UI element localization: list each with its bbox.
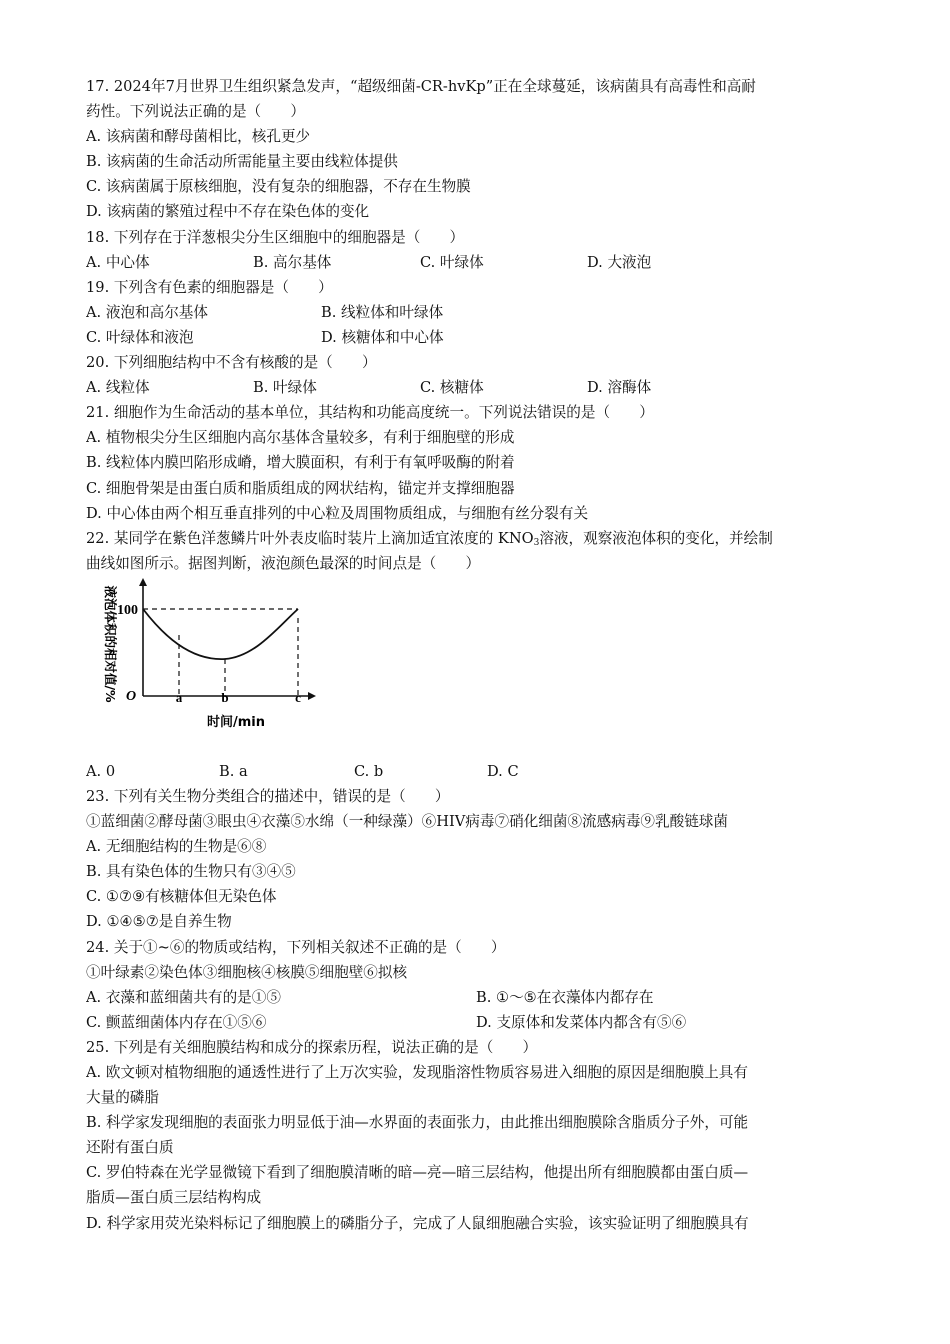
- q18-options: [86, 250, 876, 275]
- q17-stem-line2: 药性。下列说法正确的是（ ）: [86, 103, 305, 121]
- question-column: [86, 74, 876, 1236]
- q21-option-b: B. 线粒体内膜凹陷形成嵴，增大膜面积，有利于有氧呼吸酶的附着: [86, 454, 515, 472]
- q21-stem: 21. 细胞作为生命活动的基本单位，其结构和功能高度统一。下列说法错误的是（ ）: [86, 404, 654, 422]
- q17-stem-line1: 17. 2024年7月世界卫生组织紧急发声，“超级细菌-CR-hvKp”正在全球蔓延，该病菌具有高毒性和高耐: [86, 78, 756, 95]
- q22-stem-line2: 曲线如图所示。据图判断，液泡颜色最深的时间点是（ ）: [86, 554, 481, 572]
- q19-stem: 19. 下列含有色素的细胞器是（ ）: [86, 278, 333, 296]
- q22-stem-part1: 22. 某同学在紫色洋葱鳞片叶外表皮临时装片上滴加适宜浓度的 KNO: [86, 529, 534, 547]
- q20-option-d: D. 溶酶体: [587, 379, 652, 397]
- q22-stem-part2: 溶液，观察液泡体积的变化，并绘制: [539, 529, 773, 547]
- x-axis-label: 时间/min: [206, 714, 266, 730]
- q19-option-a: A. 液泡和高尔基体: [86, 303, 208, 321]
- q23-option-a: A. 无细胞结构的生物是⑥⑧: [86, 838, 267, 856]
- q25-option-d-line1: D. 科学家用荧光染料标记了细胞膜上的磷脂分子，完成了人鼠细胞融合实验，该实验证明了细胞膜具有: [86, 1214, 749, 1232]
- q20-option-a: A. 线粒体: [86, 379, 150, 397]
- q20-stem: 20. 下列细胞结构中不含有核酸的是（ ）: [86, 354, 377, 372]
- y-tick-100: 100: [117, 602, 138, 618]
- q24-options-row2: [86, 1010, 876, 1035]
- q25-option-b-line1: B. 科学家发现细胞的表面张力明显低于油—水界面的表面张力，由此推出细胞膜除含脂质分子外，可能: [86, 1114, 749, 1132]
- q17-option-a: A. 该病菌和酵母菌相比，核孔更少: [86, 128, 311, 146]
- q25-option-c-line1: C. 罗伯特森在光学显微镜下看到了细胞膜清晰的暗—亮—暗三层结构，他提出所有细胞膜都由蛋白质—: [86, 1164, 749, 1182]
- q19-option-d: D. 核糖体和中心体: [321, 328, 444, 346]
- q21-option-d: D. 中心体由两个相互垂直排列的中心粒及周围物质组成，与细胞有丝分裂有关: [86, 504, 589, 522]
- x-tick-a: a: [175, 689, 183, 705]
- q18-option-b: B. 高尔基体: [253, 253, 332, 271]
- x-tick-c: c: [295, 689, 301, 705]
- q19-options-row2: [86, 325, 876, 350]
- x-tick-b: b: [221, 689, 229, 705]
- q23-option-b: B. 具有染色体的生物只有③④⑤: [86, 863, 296, 881]
- q18-option-d: D. 大液泡: [587, 253, 652, 271]
- q19-option-c: C. 叶绿体和液泡: [86, 328, 194, 346]
- q20-option-b: B. 叶绿体: [253, 379, 317, 397]
- vacuole-volume-chart: [86, 576, 876, 764]
- q24-option-c: C. 颤蓝细菌体内存在①⑤⑥: [86, 1013, 267, 1031]
- q25-stem: 25. 下列是有关细胞膜结构和成分的探索历程，说法正确的是（ ）: [86, 1038, 538, 1056]
- q18-stem: 18. 下列存在于洋葱根尖分生区细胞中的细胞器是（ ）: [86, 228, 465, 246]
- q25-option-c-line2: 脂质—蛋白质三层结构构成: [86, 1189, 262, 1207]
- q19-option-b: B. 线粒体和叶绿体: [321, 303, 444, 321]
- q24-options-row1: [86, 985, 876, 1010]
- q17-option-c: C. 该病菌属于原核细胞，没有复杂的细胞器，不存在生物膜: [86, 178, 471, 196]
- q24-option-a: A. 衣藻和蓝细菌共有的是①⑤: [86, 988, 281, 1006]
- q22-option-c: C. b: [354, 762, 384, 780]
- q22-stem-subscript: 3: [533, 537, 540, 548]
- chart-svg: [86, 576, 386, 764]
- q17-option-b: B. 该病菌的生命活动所需能量主要由线粒体提供: [86, 153, 398, 171]
- q23-organism-list: ①蓝细菌②酵母菌③眼虫④衣藻⑤水绵（一种绿藻）⑥HIV病毒⑦硝化细菌⑧流感病毒⑨乳酸链球菌: [86, 813, 728, 831]
- q20-option-c: C. 核糖体: [420, 379, 484, 397]
- y-axis-label: 液泡体积的相对值/%: [103, 585, 118, 703]
- q24-structure-list: ①叶绿素②染色体③细胞核④核膜⑤细胞壁⑥拟核: [86, 963, 408, 981]
- q24-option-b: B. ①～⑤在衣藻体内都存在: [476, 988, 654, 1006]
- q23-option-d: D. ①④⑤⑦是自养生物: [86, 913, 232, 931]
- q20-options: [86, 375, 876, 400]
- q25-option-a-line2: 大量的磷脂: [86, 1089, 159, 1107]
- q23-stem: 23. 下列有关生物分类组合的描述中，错误的是（ ）: [86, 787, 450, 805]
- q22-stem-line1: [86, 526, 876, 551]
- origin-label: O: [125, 688, 137, 704]
- vacuole-volume-curve: [143, 609, 298, 659]
- q22-option-a: A. 0: [86, 762, 116, 780]
- q22-option-b: B. a: [219, 762, 248, 780]
- q23-option-c: C. ①⑦⑨有核糖体但无染色体: [86, 888, 277, 906]
- q25-option-b-line2: 还附有蛋白质: [86, 1139, 174, 1157]
- q19-options-row1: [86, 300, 876, 325]
- q18-option-c: C. 叶绿体: [420, 253, 484, 271]
- q21-option-a: A. 植物根尖分生区细胞内高尔基体含量较多，有利于细胞壁的形成: [86, 429, 515, 447]
- q22-option-d: D. C: [487, 762, 519, 780]
- q17-option-d: D. 该病菌的繁殖过程中不存在染色体的变化: [86, 203, 370, 221]
- q21-option-c: C. 细胞骨架是由蛋白质和脂质组成的网状结构，锚定并支撑细胞器: [86, 479, 515, 497]
- q24-stem: 24. 关于①~⑥的物质或结构，下列相关叙述不正确的是（ ）: [86, 938, 506, 956]
- q25-option-a-line1: A. 欧文顿对植物细胞的通透性进行了上万次实验，发现脂溶性物质容易进入细胞的原因是细胞膜上具有: [86, 1064, 748, 1081]
- q24-option-d: D. 支原体和发菜体内都含有⑤⑥: [476, 1013, 687, 1031]
- q18-option-a: A. 中心体: [86, 253, 150, 271]
